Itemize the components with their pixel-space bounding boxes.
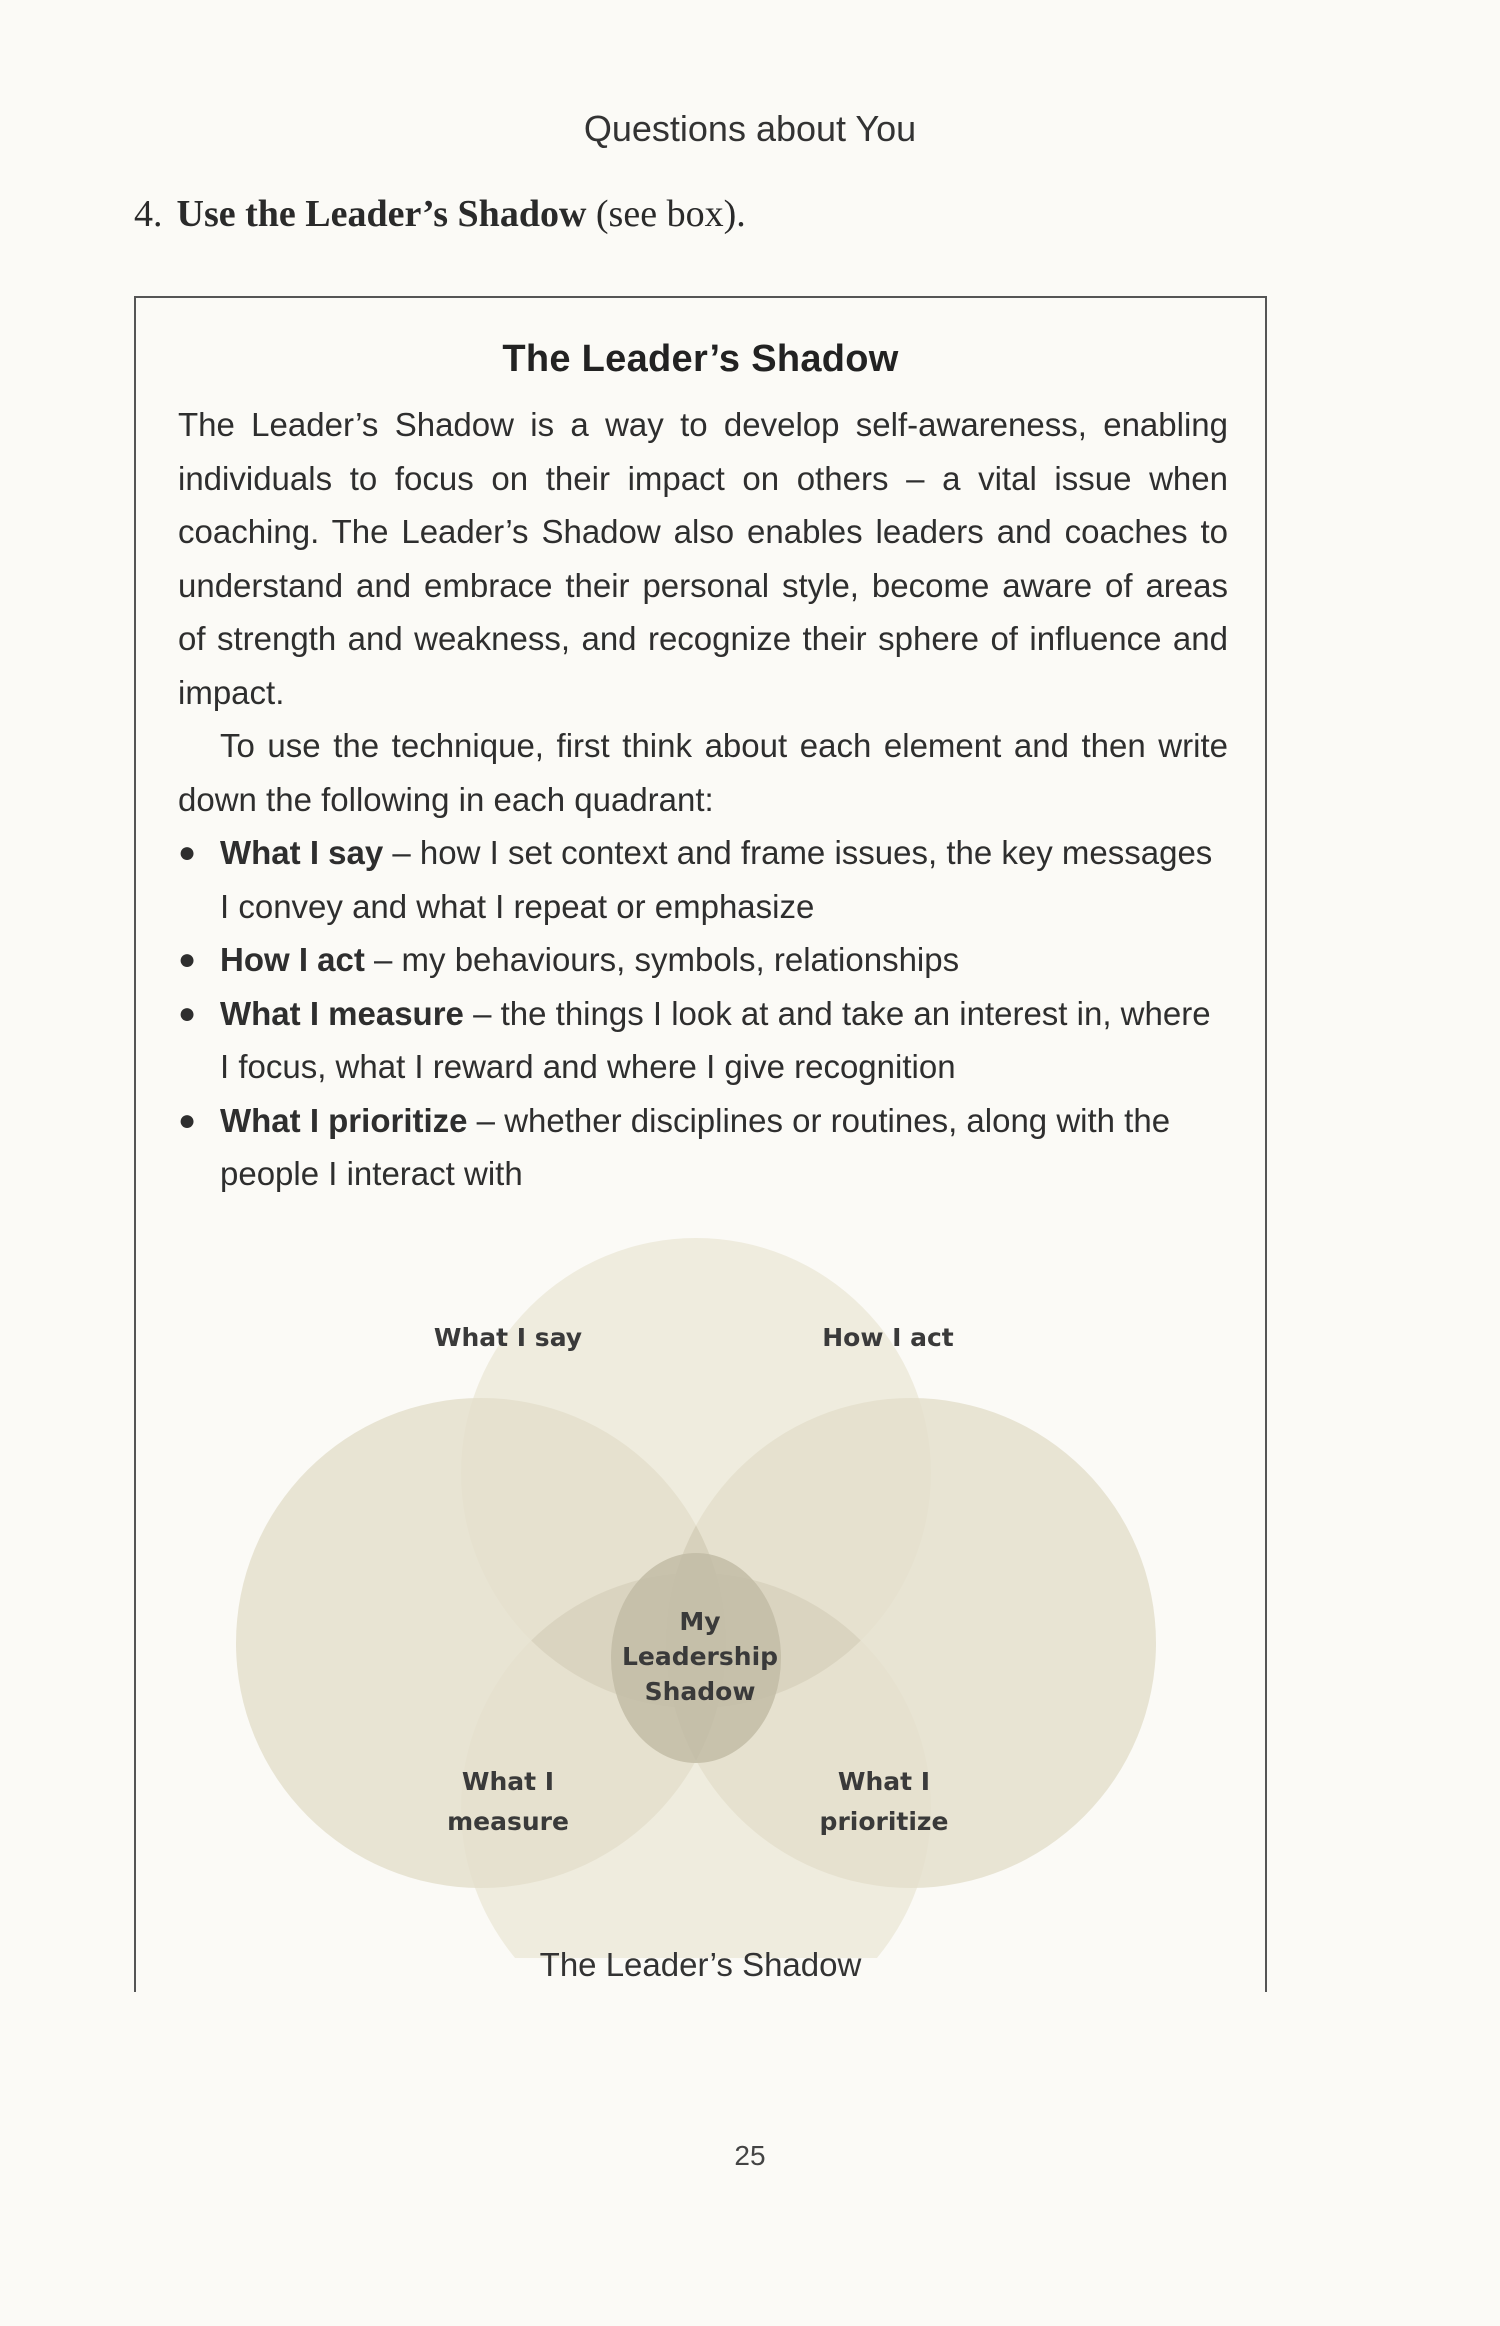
section-lead: Use the Leader’s Shadow: [176, 193, 587, 235]
leaders-shadow-diagram: [136, 1198, 1265, 1958]
label-center-3: Shadow: [644, 1677, 756, 1706]
label-what-i-prioritize-2: prioritize: [819, 1807, 949, 1836]
label-what-i-measure-2: measure: [447, 1807, 569, 1836]
section-number: 4.: [134, 193, 163, 235]
section-tail: (see box).: [595, 193, 746, 235]
box-paragraph-2: To use the technique, first think about each element and then write down the following in each quadrant:: [178, 727, 1228, 818]
quadrant-list: [178, 826, 1228, 1201]
bullet-icon: ●: [178, 1103, 197, 1137]
list-item-term: How I act: [220, 941, 365, 978]
label-center-1: My: [679, 1607, 721, 1636]
section-heading: [134, 192, 746, 236]
list-item-text: – how I set context and frame issues, the key messages I convey and what I repeat or emphasize: [220, 834, 1213, 925]
bullet-icon: ●: [178, 836, 197, 869]
list-item: [178, 826, 1228, 933]
venn-circles: [136, 1198, 1265, 1958]
list-item-text: – whether disciplines or routines, along with the people I interact with: [220, 1101, 1171, 1192]
box-title: The Leader’s Shadow: [502, 338, 899, 380]
page-number: 25: [734, 2140, 766, 2171]
list-item: [178, 1094, 1228, 1201]
label-how-i-act: How I act: [822, 1323, 954, 1352]
list-item-term: What I say: [220, 834, 384, 871]
list-item-term: What I prioritize: [220, 1101, 468, 1139]
list-item: [178, 987, 1228, 1094]
box-body: [178, 398, 1228, 1201]
label-center-2: Leadership: [621, 1642, 779, 1671]
running-head: Questions about You: [583, 108, 917, 149]
list-item: [178, 933, 1228, 987]
list-item-text: – my behaviours, symbols, relationships: [364, 941, 960, 978]
bullet-icon: ●: [178, 996, 197, 1030]
label-what-i-say: What I say: [433, 1323, 583, 1352]
label-what-i-measure-1: What I: [461, 1767, 555, 1796]
list-item-text: – the things I look at and take an interest in, where I focus, what I reward and where I give recognition: [220, 994, 1211, 1085]
list-item-term: What I measure: [220, 994, 464, 1032]
leaders-shadow-box: [134, 296, 1267, 1992]
figure-caption: The Leader’s Shadow: [539, 1946, 862, 1983]
bullet-icon: ●: [178, 943, 197, 976]
box-paragraph-1: The Leader’s Shadow is a way to develop self-awareness, enabling individuals to focus on their impact on others – a vital issue when coaching. The Leader’s Shadow also enables leaders and coaches to understand and embrace their personal style, become aware of areas of strength and weakness, and recognize their sphere of influence and impact.: [178, 406, 1228, 711]
label-what-i-prioritize-1: What I: [837, 1767, 931, 1796]
